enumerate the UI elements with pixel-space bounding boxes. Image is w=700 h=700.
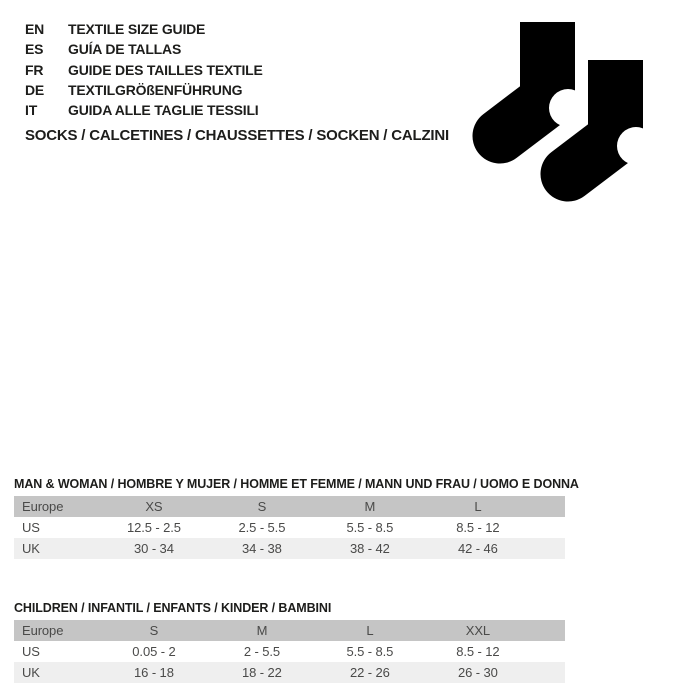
column-header: S — [149, 623, 159, 638]
size-table-adults — [14, 477, 579, 559]
table-title: CHILDREN / INFANTIL / ENFANTS / KINDER / BAMBINI — [14, 601, 332, 615]
table-header-row — [14, 496, 565, 517]
language-code: IT — [25, 102, 38, 119]
size-cell: 5.5 - 8.5 — [346, 644, 394, 659]
size-cell: 30 - 34 — [134, 541, 174, 556]
column-spacer — [532, 620, 565, 641]
size-cell: 0.05 - 2 — [132, 644, 176, 659]
cell-spacer — [532, 641, 565, 662]
row-label: UK — [22, 541, 40, 556]
size-cell: 26 - 30 — [458, 665, 498, 680]
size-table-children — [14, 601, 565, 683]
size-cell: 16 - 18 — [134, 665, 174, 680]
column-header: Europe — [22, 623, 64, 638]
size-cell: 8.5 - 12 — [456, 520, 500, 535]
column-header: L — [366, 623, 374, 638]
table-row — [14, 517, 565, 538]
size-cell: 34 - 38 — [242, 541, 282, 556]
row-label: US — [22, 644, 40, 659]
column-header: L — [474, 499, 482, 514]
row-label: UK — [22, 665, 40, 680]
size-cell: 12.5 - 2.5 — [126, 520, 181, 535]
size-cell: 8.5 - 12 — [456, 644, 500, 659]
column-spacer — [532, 496, 565, 517]
table-title: MAN & WOMAN / HOMBRE Y MUJER / HOMME ET FEMME / MANN UND FRAU / UOMO E DONNA — [14, 477, 579, 491]
language-row-es — [25, 39, 263, 59]
language-row-it — [25, 100, 263, 120]
category-title: SOCKS / CALCETINES / CHAUSSETTES / SOCKEN / CALZINI — [25, 127, 450, 144]
language-code: DE — [25, 82, 45, 99]
language-row-fr — [25, 60, 263, 80]
column-header: XS — [145, 499, 163, 514]
size-cell: 2.5 - 5.5 — [238, 520, 286, 535]
size-table — [14, 496, 565, 559]
size-cell: 18 - 22 — [242, 665, 282, 680]
language-row-en — [25, 19, 263, 39]
size-table — [14, 620, 565, 683]
cell-spacer — [532, 662, 565, 683]
size-cell: 38 - 42 — [350, 541, 390, 556]
language-label: GUIDA ALLE TAGLIE TESSILI — [68, 102, 259, 119]
row-label: US — [22, 520, 40, 535]
column-header: M — [256, 623, 268, 638]
language-label: GUÍA DE TALLAS — [68, 41, 182, 58]
cell-spacer — [532, 538, 565, 559]
table-row — [14, 662, 565, 683]
language-code: ES — [25, 41, 44, 58]
language-label: TEXTILGRÖßENFÜHRUNG — [68, 82, 243, 99]
language-list — [25, 19, 263, 120]
language-code: FR — [25, 61, 44, 78]
table-header-row — [14, 620, 565, 641]
cell-spacer — [532, 517, 565, 538]
column-header: Europe — [22, 499, 64, 514]
language-label: TEXTILE SIZE GUIDE — [68, 21, 206, 38]
size-cell: 2 - 5.5 — [243, 644, 280, 659]
column-header: XXL — [465, 623, 491, 638]
language-label: GUIDE DES TAILLES TEXTILE — [68, 61, 263, 78]
language-row-de — [25, 80, 263, 100]
size-cell: 5.5 - 8.5 — [346, 520, 394, 535]
size-cell: 42 - 46 — [458, 541, 498, 556]
size-cell: 22 - 26 — [350, 665, 390, 680]
column-header: M — [364, 499, 376, 514]
language-code: EN — [25, 21, 45, 38]
table-row — [14, 641, 565, 662]
column-header: S — [257, 499, 267, 514]
socks-icon — [470, 22, 660, 207]
table-row — [14, 538, 565, 559]
